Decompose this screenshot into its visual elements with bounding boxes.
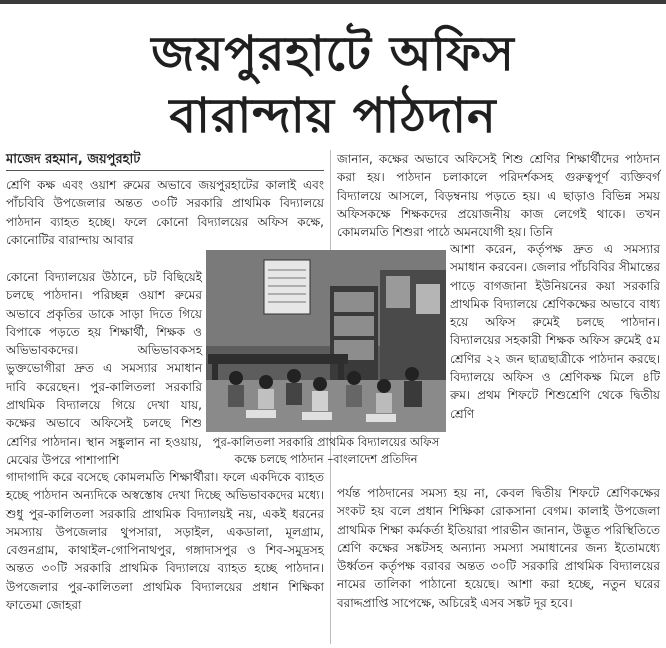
column-2-bottom-text: [337, 484, 660, 612]
paragraph: কোনো বিদ্যালয়ের উঠানে, চট বিছিয়েই চলছে পাঠদান। পরিচ্ছন্ন ওয়াশ রুমের অভাবে প্রকৃতির ডাকে সাড়া দিতে গিয়ে বিপাকে পড়তে হয় শিক্ষার্থী, শিক্ষক ও অভিভাবকদের। অভিভাবকসহ ভুক্তভোগীরা দ্রুত এ সমস্যার সমাধান দাবি করেছেন। পুর-কালিতলা সরকারি প্রাথমিক বিদ্যালয়ে গিয়ে দেখা যায়, কক্ষের অভাবে অফিসেই চলছে শিশু শ্রেণির পাঠদান। স্থান সঙ্কুলান না হওয়ায়, মেঝের উপরে পাশাপাশি: [6, 270, 202, 467]
paragraph: গাদাগাদি করে বসেছে কোমলমতি শিক্ষার্থীরা। ফলে একদিকে ব্যাহত হচ্ছে পাঠদান অন্যদিকে অস্বস্তোষ দেখা দিচ্ছে অভিভাবকদের মধ্যে। শুধু পুর-কালিতলা সরকারি প্রাথমিক বিদ্যালয়ই নয়, একই ধরনের সমস্যায় উপজেলার থুপসারা, সড়াইল, একডালা, মূলগ্রাম, বেগুনগ্রাম, কাথাইল-গোপিনাথপুর, গঙ্গাদাসপুর ও শিব-সমুদ্রসহ অন্তত ৩০টি সরকারি প্রাথমিক বিদ্যালয়ে ব্যাহত হচ্ছে পাঠদান। উপজেলার পুর-কালিতলা প্রাথমিক বিদ্যালয়ের প্রধান শিক্ষিকা ফাতেমা জোহরা: [6, 470, 324, 613]
column-1-top-text: [6, 176, 324, 249]
classroom-photo-illustration: [206, 250, 446, 432]
headline-line-2: বারান্দায় পাঠদান: [169, 88, 497, 144]
photo-caption: পুর-কালিতলা সরকারি প্রাথমিক বিদ্যালয়ের অফিস কক্ষে চলছে পাঠদান –বাংলাদেশ প্রতিদিন: [212, 435, 440, 466]
column-1-mid-text: [6, 268, 202, 469]
headline-line-1: জয়পুরহাটে অফিস: [151, 26, 515, 82]
byline-rule: [6, 170, 324, 171]
byline: মাজেদ রহমান, জয়পুরহাট: [6, 152, 141, 167]
paragraph: শ্রেণি কক্ষ এবং ওয়াশ রুমের অভাবে জয়পুরহাটের কালাই এবং পাঁচবিবি উপজেলার অন্তত ৩০টি সরকারি প্রাথমিক বিদ্যালয়ে পাঠদান ব্যাহত হচ্ছে। ফলে কোনো বিদ্যালয়ের অফিস কক্ষে, কোনোটির বারান্দায় আবার: [6, 178, 324, 247]
classroom-photo: [206, 250, 446, 432]
column-1-bottom-text: [6, 468, 324, 614]
paragraph: পর্যন্ত পাঠদানের সমস্য হয় না, কেবল দ্বিতীয় শিফটে শ্রেণিকক্ষের সংকট হয় বলে প্রধান শিক্ষিকা রোকসানা বেগম। কালাই উপজেলা প্রাথমিক শিক্ষা কর্মকর্তা ইতিয়ারা পারভীন জানান, উদ্ভূত পরিস্থিতিতে শ্রেণি কক্ষের সঙ্কটসহ অন্যান্য সমস্যা সমাধানের জন্য ইতোমধ্যে উর্ধ্বতন কর্তৃপক্ষ বরাবর অন্তত ৩০টি সরকারি প্রাথমিক বিদ্যালয়ের নামের তালিকা পাঠানো হয়েছে। আশা করা হচ্ছে, নতুন ঘরের বরাদ্দপ্রাপ্তি সাপেক্ষে, অচিরেই এসব সঙ্কট দূর হবে।: [337, 486, 660, 610]
column-2-mid-text: [450, 240, 660, 423]
top-rule: [0, 0, 666, 4]
column-2-top-text: [337, 150, 660, 241]
paragraph: আশা করেন, কর্তৃপক্ষ দ্রুত এ সমস্যার সমাধান করবেন। জেলার পাঁচবিবির সীমান্তের পাড়ে বাগজানা ইউনিয়নের কয়া সরকারি প্রাথমিক বিদ্যালয়ে শ্রেণিকক্ষের অভাবে বাধ্য হয়ে অফিস রুমেই চলছে পাঠদান। বিদ্যালয়ের সহকারী শিক্ষক অফিস রুমেই ৫ম শ্রেণির ২২ জন ছাত্রছাত্রীকে পাঠদান করছে। বিদ্যালয়ে অফিস ও শ্রেণিকক্ষ মিলে ৪টি রুম। প্রথম শিফটে শিশুশ্রেণি থেকে দ্বিতীয় শ্রেণি: [450, 242, 660, 421]
paragraph: জানান, কক্ষের অভাবে অফিসেই শিশু শ্রেণির শিক্ষার্থীদের পাঠদান করা হয়। পাঠদান চলাকালে পরিদর্শকসহ গুরুত্বপূর্ণ ব্যক্তিবর্গ বিদ্যালয়ে আসলে, বিড়ম্বনায় পড়তে হয়। এ ছাড়াও বিভিন্ন সময় অফিসকক্ষে শিক্ষকদের প্রয়োজনীয় কাজ লেগেই থাকে। তখন কোমলমতি শিশুরা পাঠে অমনযোগী হয়। তিনি: [337, 152, 660, 240]
